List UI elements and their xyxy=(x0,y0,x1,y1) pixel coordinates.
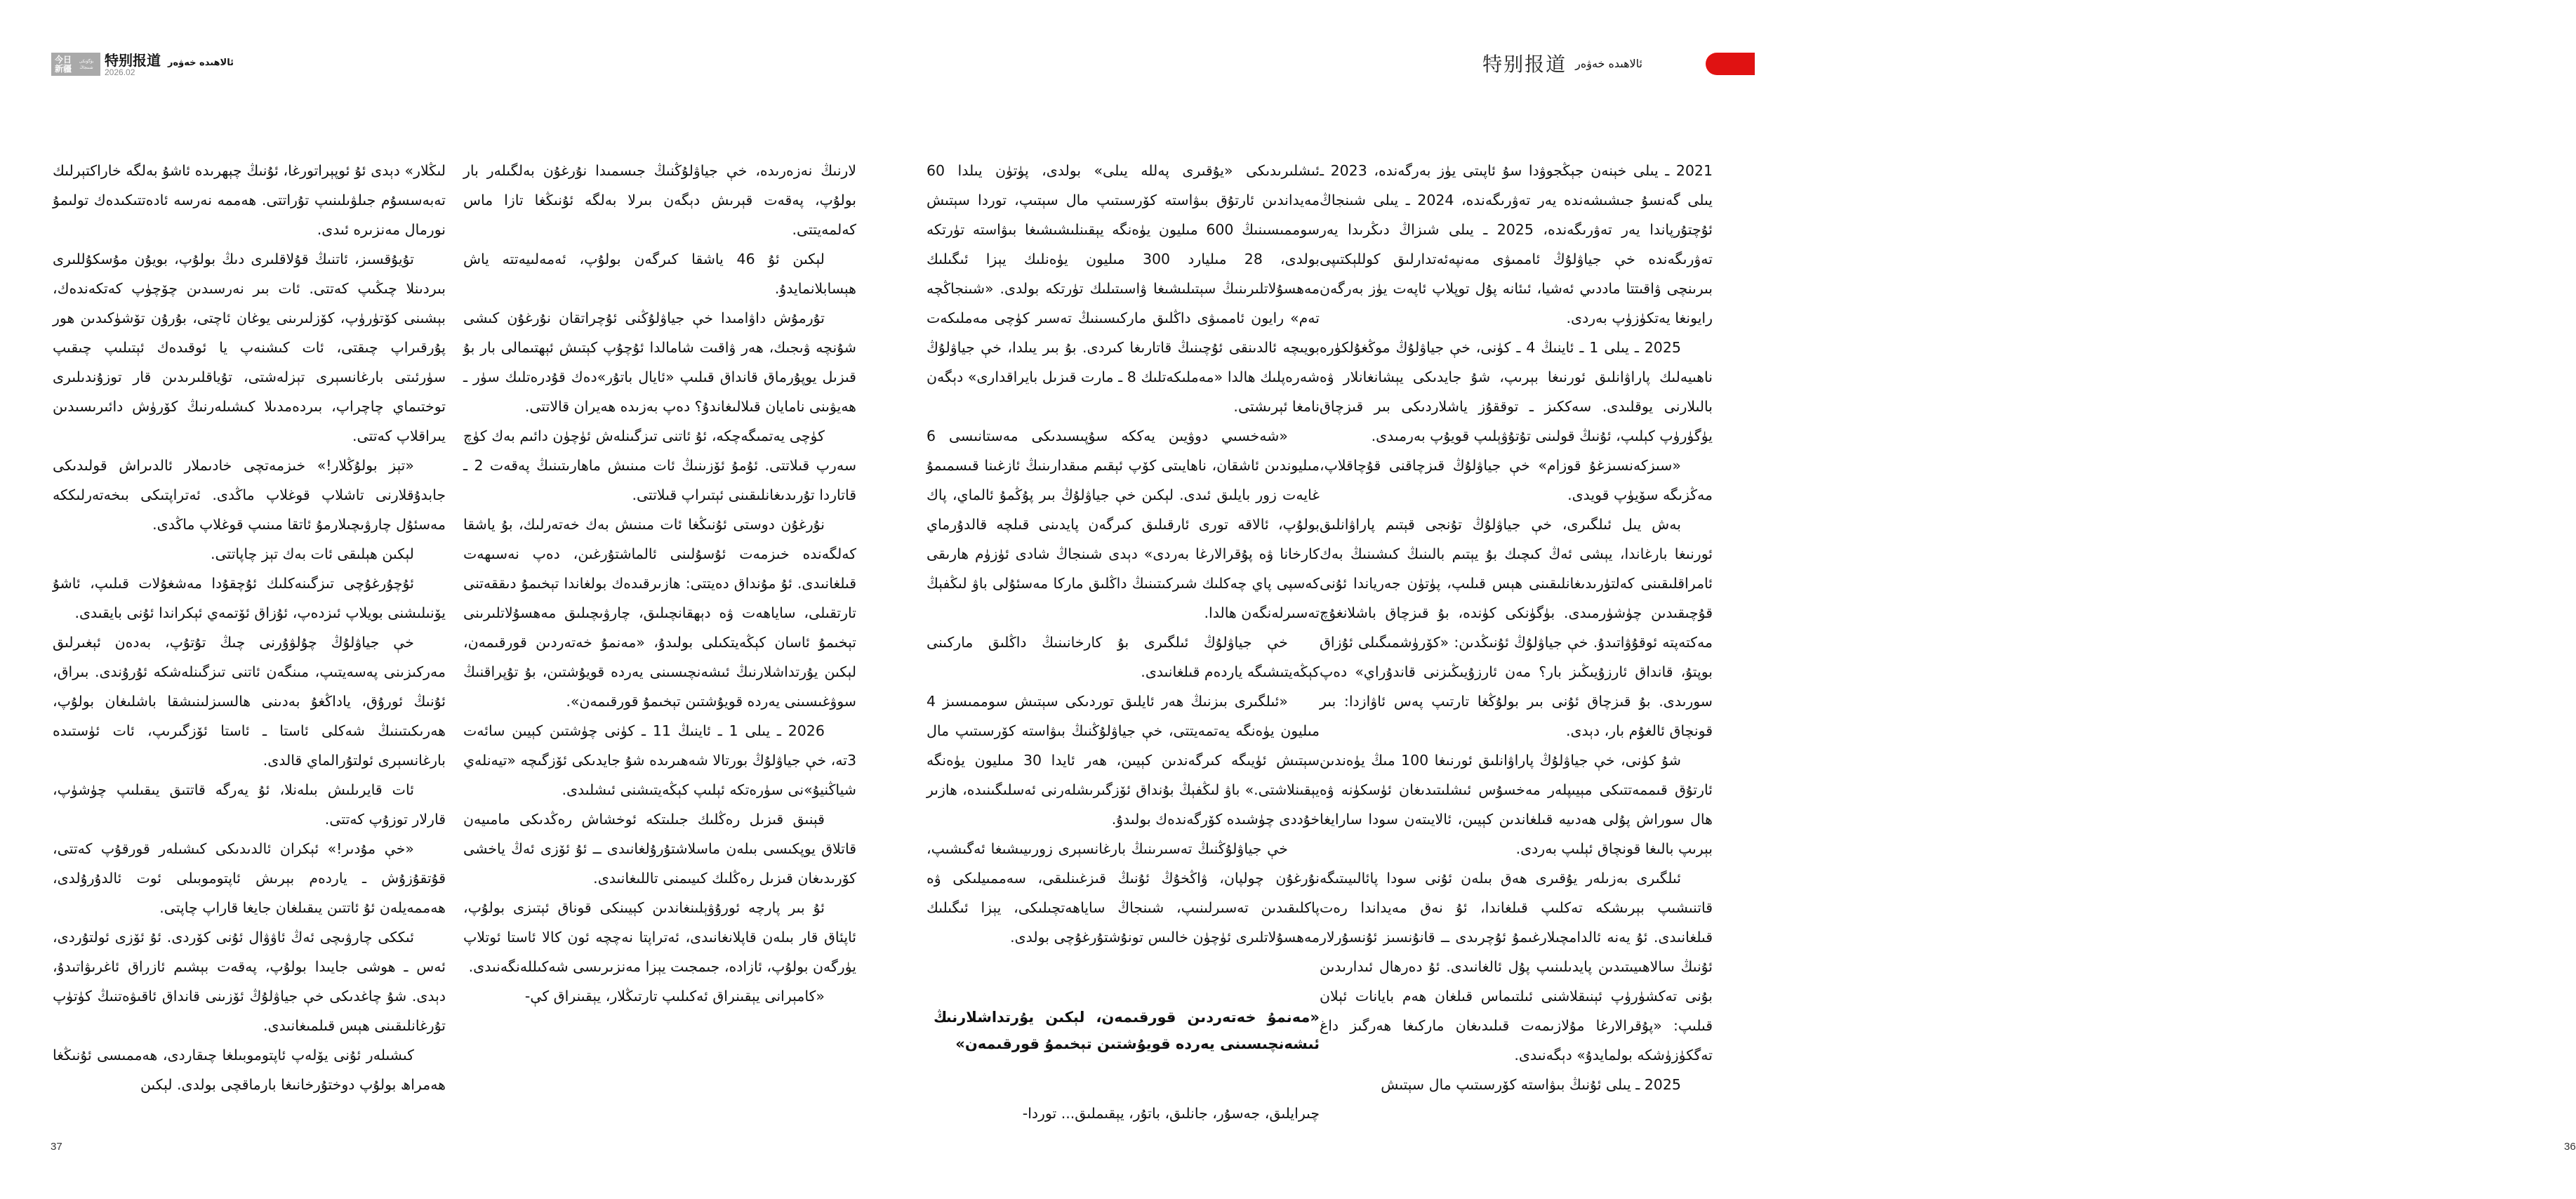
issue-date: 2026.02 xyxy=(105,67,135,77)
paragraph: ئۇچۇرغۇچى تىزگىنەكلىك ئۇچقۇدا مەشغۇلات قىلىپ، ئاشۇ يۆنىلىشنى بويلاپ ئىزدەپ، ئۇزاق ئۆتمەي ئېكراندا ئۇنى بايقىدى. xyxy=(53,575,446,621)
paragraph: ئۇ بىر پارچە ئورۇۋېلىنغاندىن كېيىنكى قوناق ئېتىزى بولۇپ، ئاپئاق قار بىلەن قاپلانغانىدى، ئەتراپتا نەچچە ئون كالا ئاستا ئوتلاپ يۈرگەن بولۇپ، ئازادە، جىمجىت يېزا مەنزىرىسى شەكىللەنگەنىدى. xyxy=(463,899,856,975)
article-column-1 xyxy=(1320,156,1713,1099)
paragraph: «تېز بولۇڭلار!» خىزمەتچى خادىملار ئالدىراش قولىدىكى جابدۇقلارنى تاشلاپ قوغلاپ ماڭدى. ئەتراپتىكى بىخەتەرلىككە مەسئۇل چارۋىچىلارمۇ ئاتقا مىنىپ قوغلاپ ماڭدى. xyxy=(53,457,446,533)
paragraph: تۇرمۇش داۋامىدا خې جياۋلۇڭنى ئۇچراتقان نۇرغۇن كىشى شۇنچە ۋىجىك، ھەر ۋاقىت شامالدا ئۇچۇپ كېتىش ئېھتىمالى بار بۇ قىزىل يوپۇرماق قانداق قىلىپ «ئايال باتۇر»دەك قۇدرەتلىك سۈر ـ ھەيۋىنى نامايان قىلالىغاندۇ؟ دەپ بەزىدە ھەيران قالاتتى. xyxy=(463,310,856,415)
section-title-ug: ئالاھىدە خەۋەر xyxy=(1575,56,1642,70)
magazine-logo xyxy=(51,53,100,76)
paragraph: «ئىلگىرى بىزنىڭ ھەر ئايلىق توردىكى سېتىش سوممىسىز 4 مىليون يۈەنگە يەتمەيتتى، خې جياۋلۇڭنىڭ بىۋاستە كۆرسىتىپ مال سېتىش ئۈيىگە كىرگەندىن كېيىن، ھەر ئايدا 30 مىليون يۈەنگە يېقىنلاشتى.» باۋ لىڭفېڭ بۇنداق ئۆزگىرىشلەرنى ئەسلىگىنىدە، ھازىر خۇددى چۈشىدە كۆرگەندەك بولىدۇ. xyxy=(927,693,1320,828)
paragraph: نۇرغۇن دوستى ئۇنىڭغا ئات مىنىش بەك خەتەرلىك، بۇ ياشقا كەلگەندە خىزمەت ئۇسۇلىنى ئالماشتۇرغىن، دەپ نەسىھەت قىلغانىدى. ئۇ مۇنداق دەيتتى: ھازىرقىدەك بولغاندا تېخىمۇ دىققەتنى تارتقىلى، ساياھەت ۋە دېھقانچىلىق، چارۋىچىلىق مەھسۇلاتلىرىنى تېخىمۇ ئاسان كېڭەيتكىلى بولىدۇ، «مەنمۇ خەتەردىن قورقىمەن، لېكىن يۇرتداشلارنىڭ ئىشەنچىسىنى يەردە قويۇشتىن، بۇ تۇپراقنىڭ سوۋغىسىنى يەردە قويۇشتىن تېخىمۇ قورقىمەن». xyxy=(463,516,856,710)
right-page-header xyxy=(1482,49,1642,77)
pull-quote: «مەنمۇ خەتەردىن قورقىمەن، لېكىن يۇرتداشلارنىڭ ئىشەنچىسىنى يەردە قويۇشتىن تېخىمۇ قورقىمەن» xyxy=(934,1009,1320,1052)
paragraph: لارنىڭ نەزەرىدە، خې جياۋلۇڭنىڭ جىسمىدا نۇرغۇن بەلگىلەر بار بولۇپ، پەقەت قېرىش دېگەن بىرلا بەلگە ئۇنىڭغا تازا ماس كەلمەيتتى. xyxy=(463,162,856,238)
paragraph: 2021 ـ يىلى خېنەن جېڭجوۋدا سۇ ئاپىتى يۈز بەرگەندە، 2023 ـ يىلى گەنسۇ جىشىشەندە يەر تەۋرىگەندە، 2024 ـ يىلى شىنجاڭ ئۇچتۇرپاندا يەر تەۋرىگەندە، 2025 ـ يىلى شىزاڭ دىڭرىدا يەر تەۋرىگەندە خې جياۋلۇڭ ئاممىۋى مەنپەئەتدارلىق كوللېكتىپى بىرىنچى ۋاقىتتا ماددىي ئەشيا، ئىئانە پۇل توپلاپ ئاپەت يۈز بەرگەن رايونغا يەتكۈزۈپ بەردى. xyxy=(1320,162,1713,326)
section-title-ug: ئالاھىدە خەۋەر xyxy=(168,58,234,68)
paragraph: لېكىن ھېلىقى ئات بەك تېز چاپاتتى. xyxy=(210,545,414,562)
paragraph: تۇيۇقسىز، ئاتنىڭ قۇلاقلىرى دىڭ بولۇپ، بويۇن مۇسكۇللىرى بىردىنلا چىڭىپ كەتتى. ئات بىر نەرسىدىن چۆچۈپ كەتكەندەك، بېشىنى كۆتۈرۈپ، كۆزلىرىنى يوغان ئاچتى، بۇرۇن تۆشۈكىدىن ھور پۇرقىراپ چىقتى، ئات كىشنەپ يا ئوقىدەك ئېتىلىپ چىقىپ سۈرئىتى بارغانسېرى تېزلەشتى، تۇياقلىرىدىن قار توزۇندىلىرى توختىماي چاچراپ، بىردەمدىلا كىشىلەرنىڭ كۆرۈش دائىرىسىدىن يىراقلاپ كەتتى. xyxy=(53,251,446,444)
paragraph: كىشىلەر ئۇنى يۆلەپ ئاپتوموبىلغا چىقاردى، ھەممىسى ئۇنىڭغا ھەمراھ بولۇپ دوختۇرخانىغا بارماقچى بولدى. لېكىن xyxy=(53,1047,446,1093)
logo-ug-text: بۈگۈنكى شىنجاڭ xyxy=(79,58,94,70)
paragraph: خې جياۋلۇڭنىڭ تەسىرىنىڭ بارغانسېرى زورىيىشىغا ئەگىشىپ، نۇرغۇن چولپان، ۋاڭخۇڭ ئۇنىڭ قىزغىنلىقى، سەممىيلىكى ۋە پاكلىقىدىن تەسىرلىنىپ، شىنجاڭ ساياھەتچىلىكى، يېزا ئىگىلىك مەھسۇلاتلىرى ئۈچۈن خالىس تونۇشتۇرغۇچى بولدى. xyxy=(927,840,1320,946)
paragraph: ئىلگىرى بەزىلەر يۇقىرى ھەق بىلەن ئۇنى سودا پائالىيىتىگە قاتنىشىپ بېرىشكە تەكلىپ قىلغاندا، ئۇ نەق مەيداندا رەت قىلغانىدى. ئۇ يەنە ئالدامچىلارغىمۇ ئۇچرىدى ــ قانۇنسىز ئۇنسۇرلار ئۇنىڭ سالاھىيىتىدىن پايدىلىنىپ پۇل ئالغانىدى. ئۇ دەرھال ئىدارىدىن بۇنى تەكشۈرۈپ ئېنىقلاشنى ئىلتىماس قىلغان ھەم بايانات ئېلان قىلىپ: «پۇقرالارغا مۇلازىمەت قىلىدىغان ماركىغا ھەرگىز داغ تەگكۈزۈشكە بولمايدۇ» دېگەنىدى. xyxy=(1320,870,1713,1064)
page-number-left: 37 xyxy=(51,1141,62,1153)
left-page-header xyxy=(51,53,234,77)
paragraph: 2025 ـ يىلى 1 ـ ئاينىڭ 4 ـ كۈنى، خې جياۋلۇڭ موڭغۇلكۈرە ناھىيەلىك پاراۋانلىق ئورنىغا بېرىپ، شۇ جايدىكى يېشانغانلار ۋە بالىلارنى يوقلىدى. سەككىز ـ توققۇز ياشلاردىكى بىر قىزچاق يۈگۈرۈپ كېلىپ، ئۇنىڭ قولىنى تۇتۇۋېلىپ قويۇپ بەرمىدى. xyxy=(1320,339,1713,444)
paragraph-after-quote: چىرايلىق، جەسۇر، جانلىق، باتۇر، يېقىملىق... توردا‑ xyxy=(1022,1105,1320,1122)
paragraph: بەش يىل ئىلگىرى، خې جياۋلۇڭ تۇنجى قېتىم پاراۋانلىق ئورنىغا بارغاندا، يېشى ئەڭ كىچىك بۇ يېتىم بالىنىڭ كىشىنىڭ بەك ئامراقلىقىنى كەلتۈرىدىغانلىقىنى ھېس قىلىپ، پۈتۈن جەرياندا ئۇنى قۇچىقىدىن چۈشۈرمىدى. بۈگۈنكى كۈندە، بۇ قىزچاق باشلانغۇچ مەكتەپتە ئوقۇۋاتىدۇ. خې جياۋلۇڭ ئۇنىڭدىن: «كۆرۈشمىگىلى ئۇزاق بوپتۇ، قانداق ئارزۇيىڭىز بار؟ مەن ئارزۇيىڭىزنى قاندۇراي» دەپ سورىدى. بۇ قىزچاق ئۇنى بىر بولۇڭغا تارتىپ پەس ئاۋازدا: بىر قونچاق ئالغۇم بار، دېدى. xyxy=(1320,516,1713,739)
paragraph: «كامېرانى يېقىنراق ئەكىلىپ تارتىڭلار، يېقىنراق كې- xyxy=(524,988,825,1005)
paragraph: «سىزكەنسىزغۇ قوزام» خې جياۋلۇڭ قىزچاقنى قۇچاقلاپ، مەڭزىگە سۆيۈپ قويدى. xyxy=(1320,457,1713,503)
paragraph: خې جياۋلۇڭ ئىلگىرى بۇ كارخانىنىڭ داڭلىق ماركىنى كېڭەيتىشىگە ياردەم قىلغانىدى. xyxy=(927,634,1320,680)
paragraph: ئات قايرىلىش بىلەنلا، ئۇ يەرگە قاتتىق يىقىلىپ چۈشۈپ، قارلار توزۇپ كەتتى. xyxy=(53,781,446,828)
paragraph: 2026 ـ يىلى 1 ـ ئاينىڭ 11 ـ كۈنى چۈشتىن كېيىن سائەت 3تە، خې جياۋلۇڭ بورتالا شەھىرىدە شۇ جايدىكى ئۆزگىچە «تيەنلەي شياڭنيۇ»نى سۈرەتكە ئېلىپ كېڭەيتىشنى ئىشلىدى. xyxy=(463,722,856,798)
paragraph: خې جياۋلۇڭ چۇلۋۇرنى چىڭ تۇتۇپ، بەدەن ئېغىرلىق مەركىزىنى پەسەيتىپ، مىنگەن ئاتنى تىزگىنلەشكە ئۇرۇندى. بىراق، ئۇنىڭ ئورۇق، ياداڭغۇ بەدىنى ھالسىزلىنىشقا باشلىغان بولۇپ، ھەرىكىتىنىڭ شەكلى ئاستا ـ ئاستا ئۆزگىرىپ، ئات ئۈستىدە بارغانسېرى ئولتۇرالماي قالدى. xyxy=(53,634,446,769)
section-title-cn: 特别报道 xyxy=(1482,53,1567,76)
paragraph: ئىككى چارۋىچى ئەڭ ئاۋۋال ئۇنى كۆردى. ئۇ ئۆزى ئولتۇردى، ئەس ـ ھوشى جايىدا بولۇپ، پەقەت بېشىم ئازراق ئاغرىۋاتىدۇ، دېدى. شۇ چاغدىكى خې جياۋلۇڭ ئۆزىنى قانداق ئاقىۋەتنىڭ كۈتۈپ تۇرغانلىقىنى ھېس قىلمىغانىدى. xyxy=(53,929,446,1034)
paragraph: قېنىق قىزىل رەڭلىك جىلىتكە ئوخشاش رەڭدىكى مامىيەن قاتلاق يوپكىسى بىلەن ماسلاشتۇرۇلغانىدى ــ ئۇ ئۆزى ئەڭ ياخشى كۆرىدىغان قىزىل رەڭلىك كىيىمنى تاللىغانىدى. xyxy=(463,811,856,887)
paragraph: لىڭلار» دېدى ئۇ ئوپېراتورغا، ئۇنىڭ چېھرىدە ئاشۇ بەلگە خاراكتېرلىك تەبەسسۇم جىلۋىلىنىپ تۇراتتى. ھەممە نەرسە ئادەتتىكىدەك تولىمۇ نورمال مەنزىرە ئىدى. xyxy=(53,162,446,238)
paragraph: كۈچى يەتمىگەچكە، ئۇ ئاتنى تىزگىنلەش ئۈچۈن دائىم بەك كۈچ سەرپ قىلاتتى. ئۇمۇ ئۆزىنىڭ ئات مىنىش ماھارىتىنىڭ پەقەت 2 ـ قاتاردا تۇرىدىغانلىقىنى ئېتىراپ قىلاتتى. xyxy=(463,428,856,503)
paragraph: «شەخسىي دوۋيىن يەككە سۇپىسىدىكى مەستانىسى 6 مىليوندىن ئاشقان، ناھايىتى كۆپ ئېقىم مىقدارىنىڭ ئازغىنا قىسمىمۇ غايەت زور بايلىق ئىدى. لېكىن خې جياۋلۇڭ بىر پۇڭمۇ ئالماي، پاك بولۇپ، ئالاقە تورى ئارقىلىق كىرگەن پايدىنى قىلچە قالدۇرماي كارخانا ۋە پۇقرالارغا بەردى» دېدى شىنجاڭ شادى ئۈزۈم ھارىقى كەسپى پاي چەكلىك شىركىتىنىڭ داڭلىق ماركا مەسئۇلى باۋ لىڭفېڭ تەسىرلەنگەن ھالدا. xyxy=(927,428,1320,621)
red-section-tab xyxy=(1706,53,1755,75)
page-number-right: 36 xyxy=(2564,1141,2576,1153)
paragraph: «خې مۇدىر!» ئېكران ئالدىدىكى كىشىلەر قورقۇپ كەتتى، قۇتقۇزۇش ـ ياردەم بېرىش ئاپتوموبىلى ئوت ئالدۇرۇلدى، ھەممەيلەن ئۇ ئاتتىن يىقىلغان جايغا قاراپ چاپتى. xyxy=(53,840,446,916)
paragraph: 2025 ـ يىلى ئۇنىڭ بىۋاستە كۆرسىتىپ مال سېتىش xyxy=(1381,1076,1681,1093)
paragraph: لېكىن ئۇ 46 ياشقا كىرگەن بولۇپ، ئەمەلىيەتتە ياش ھېسابلانمايدۇ. xyxy=(463,251,856,297)
section-title-cn: 特别报道 xyxy=(105,52,161,69)
article-column-3 xyxy=(463,156,856,1011)
paragraph: ئىشلىرىدىكى «يۇقىرى پەللە يىلى» بولدى، پۈتۈن يىلدا 60 مەيداندىن ئارتۇق بىۋاستە كۆرسىتىپ مال سېتىپ، توردا سېتىش سوممىسىنىڭ 600 مىليون يۈەنگە يېقىنلىشىشىغا بىۋاستە تۈرتكە بولدى، 28 مىليارد 300 مىليون يۈەنلىك يېزا ئىگىلىك مەھسۇلاتلىرىنىڭ سېتىلىشىغا ۋاسىتىلىك تۈرتكە بولدى. «شىنجاڭچە تەم» رايون ئاممىۋى داڭلىق ماركىسىنىڭ تەسىر كۈچى مەملىكەت بويىچە ئالدىنقى ئۇچىنىڭ قاتارىغا كىردى. بۇ بىر يىلدا، خې جياۋلۇڭ شەرەپلىك ھالدا «مەملىكەتلىك 8 ـ مارت قىزىل بايراقدارى» دېگەن نامغا ئېرىشتى. xyxy=(927,162,1320,415)
logo-cn-text: 今日新疆 xyxy=(54,54,72,74)
paragraph: شۇ كۈنى، خې جياۋلۇڭ پاراۋانلىق ئورنىغا 100 مىڭ يۈەندىن ئارتۇق قىممەتتىكى مېيىپلەر مەخسۇس ئىشلىتىدىغان ئۈسكۈنە ۋە ھال سوراش پۇلى ھەدىيە قىلغاندىن كېيىن، ئالايىتەن سودا سارايغا بېرىپ بالىغا قونچاق ئېلىپ بەردى. xyxy=(1320,752,1713,857)
article-column-2 xyxy=(927,156,1320,952)
article-column-4 xyxy=(53,156,446,1099)
